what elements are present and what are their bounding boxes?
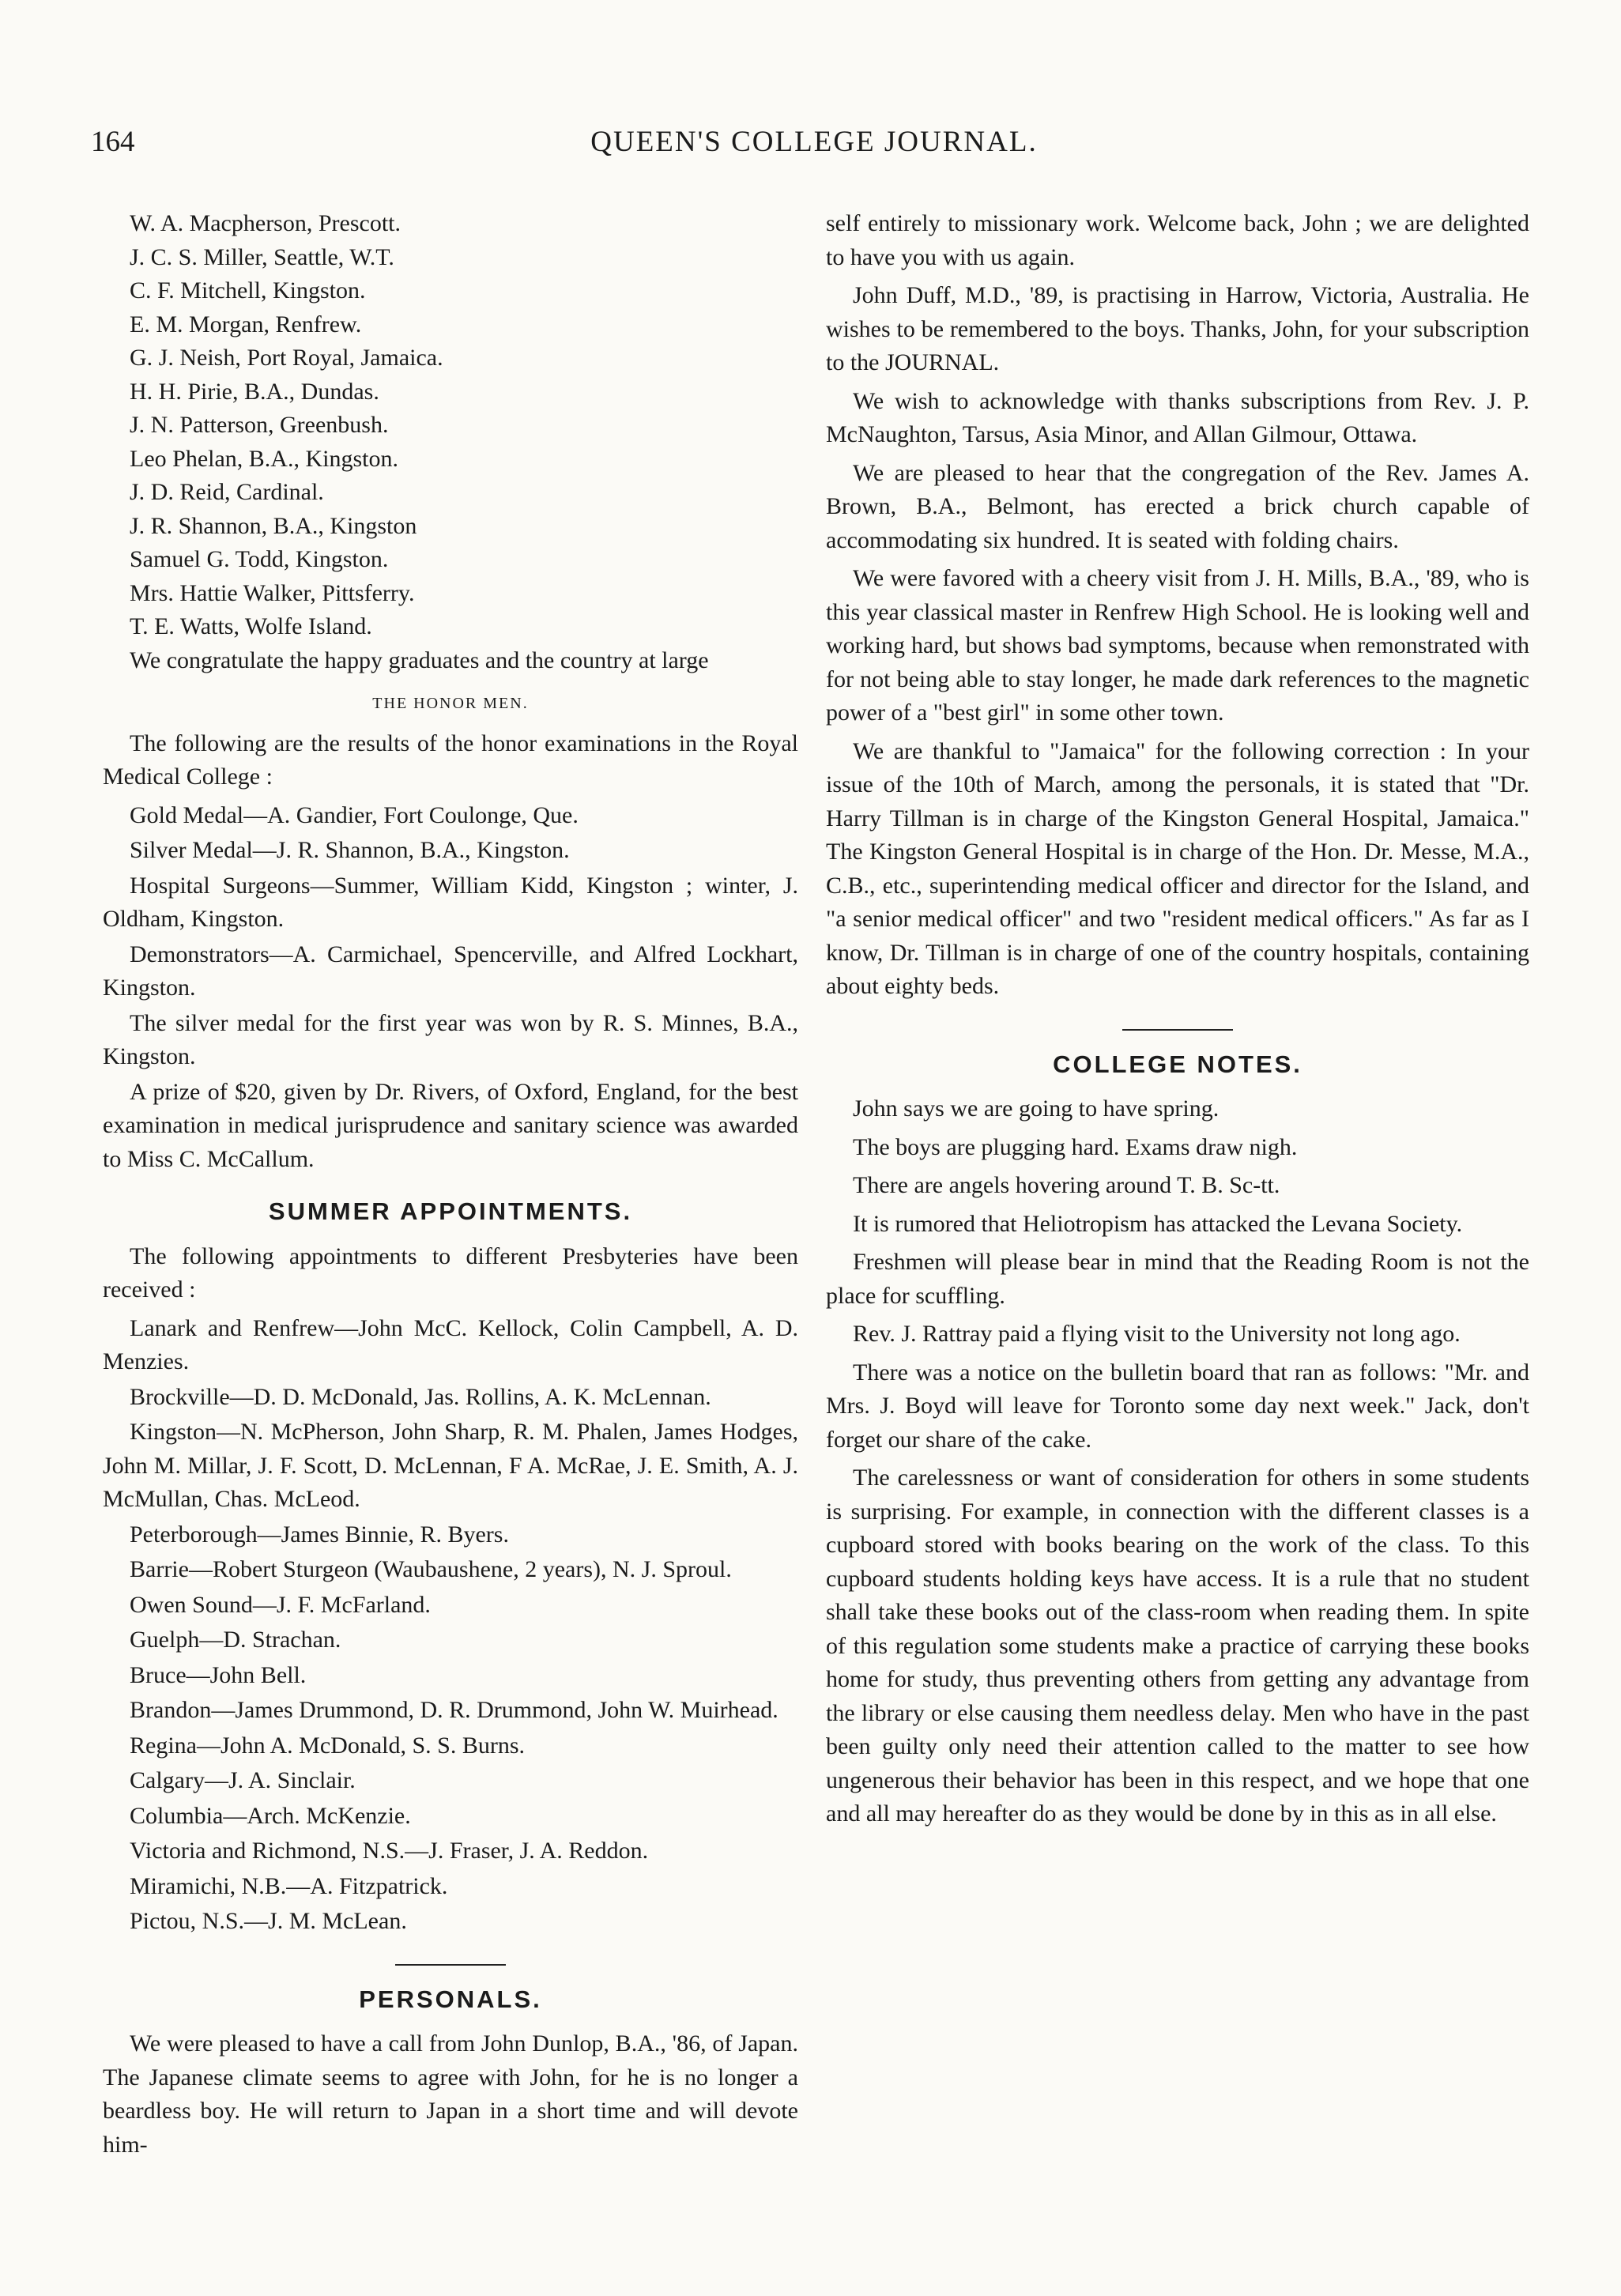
- appointment-item: Brandon—James Drummond, D. R. Drummond, John W. Muirhead.: [130, 1697, 778, 1723]
- appointment-item: Miramichi, N.B.—A. Fitzpatrick.: [130, 1872, 448, 1899]
- appointment-item: Victoria and Richmond, N.S.—J. Fraser, J. A. Reddon.: [130, 1838, 649, 1864]
- graduate-entry: J. R. Shannon, B.A., Kingston: [130, 512, 417, 539]
- graduates-list: [103, 207, 798, 644]
- appointment-item: Barrie—Robert Sturgeon (Waubaushene, 2 years), N. J. Sproul.: [130, 1556, 732, 1582]
- appointment-item: Regina—John A. McDonald, S. S. Burns.: [130, 1732, 526, 1759]
- section-divider: [1122, 1029, 1233, 1031]
- graduate-entry: J. C. S. Miller, Seattle, W.T.: [130, 243, 394, 270]
- appointment-item: Peterborough—James Binnie, R. Byers.: [130, 1521, 509, 1548]
- page-header: [91, 125, 1537, 172]
- summer-appointments-heading: SUMMER APPOINTMENTS.: [268, 1197, 633, 1225]
- personals-paragraph: We were favored with a cheery visit from J. H. Mills, B.A., '89, who is this year classical master in Renfrew High School. He is looking well and working hard, but shows bad symptoms, because when remonstrated with for not being able to stay longer, he made dark references to the magnetic power of a "best girl" in some other town.: [826, 565, 1529, 726]
- college-note: Rev. J. Rattray paid a flying visit to the University not long ago.: [853, 1321, 1461, 1347]
- college-note: The carelessness or want of consideration for others in some students is surprising. For example, in connection with the different classes is a cupboard stored with books bearing on the work of the class. To this cupboard students holding keys have access. It is a rule that no student shall take these books out of the class-room when reading them. In spite of this regulation some students make a practice of carrying these books home for study, thus preventing others from getting any advantage from the library or else causing them needless delay. Men who have in the past been guilty only need their attention called to the matter to see how ungenerous their behavior has been in this respect, and we hope that one and all may hereafter do as they would be done by in this as in all else.: [826, 1465, 1529, 1827]
- summer-intro-paragraph: The following appointments to different Presbyteries have been received :: [103, 1242, 798, 1303]
- graduate-entry: T. E. Watts, Wolfe Island.: [130, 613, 372, 639]
- personals-paragraph: We are thankful to "Jamaica" for the following correction : In your issue of the 10th of March, among the personals, it is stated that "Dr. Harry Tillman is in charge of the Kingston General Hospital, Jamaica." The Kingston General Hospital is in charge of the Hon. Dr. Messe, M.A., C.B., etc., superintending medical officer and director for the Island, and "a senior medical officer" and two "resident medical officers." As far as I know, Dr. Tillman is in charge of one of the country hospitals, containing about eighty beds.: [826, 737, 1529, 999]
- appointment-item: Owen Sound—J. F. McFarland.: [130, 1591, 431, 1618]
- college-note: It is rumored that Heliotropism has attacked the Levana Society.: [853, 1210, 1463, 1237]
- honor-intro-paragraph: The following are the results of the honor examinations in the Royal Medical College :: [103, 730, 798, 790]
- college-note: The boys are plugging hard. Exams draw nigh.: [853, 1133, 1298, 1160]
- graduate-entry: Samuel G. Todd, Kingston.: [130, 546, 389, 572]
- appointment-item: Kingston—N. McPherson, John Sharp, R. M. Phalen, James Hodges, John M. Millar, J. F. Scott, D. McLennan, F A. McRae, J. E. Smith, A. J. McMullan, Chas. McLeod.: [103, 1419, 798, 1512]
- personals-paragraph: We were pleased to have a call from John Dunlop, B.A., '86, of Japan. The Japanese climate seems to agree with John, for he is no longer a beardless boy. He will return to Japan in a short time and will devote him-: [103, 2030, 798, 2158]
- honor-men-heading: THE HONOR MEN.: [372, 695, 529, 712]
- personals-heading: PERSONALS.: [359, 1985, 542, 2013]
- graduate-entry: H. H. Pirie, B.A., Dundas.: [130, 378, 379, 405]
- right-column: [826, 207, 1529, 1836]
- college-note: There was a notice on the bulletin board that ran as follows: "Mr. and Mrs. J. Boyd will leave for Toronto some day next week." Jack, don't forget our share of the cake.: [826, 1359, 1529, 1453]
- graduate-entry: J. N. Patterson, Greenbush.: [130, 412, 389, 438]
- personals-paragraph: John Duff, M.D., '89, is practising in Harrow, Victoria, Australia. He wishes to be remembered to the boys. Thanks, John, for your subscription to the JOURNAL.: [826, 282, 1529, 375]
- appointment-item: Bruce—John Bell.: [130, 1661, 307, 1688]
- honor-item: Silver Medal—J. R. Shannon, B.A., Kingston.: [130, 837, 570, 863]
- graduate-entry: C. F. Mitchell, Kingston.: [130, 277, 366, 303]
- graduate-entry: E. M. Morgan, Renfrew.: [130, 311, 362, 337]
- appointment-item: Lanark and Renfrew—John McC. Kellock, Colin Campbell, A. D. Menzies.: [103, 1314, 798, 1374]
- college-notes-heading: COLLEGE NOTES.: [1053, 1050, 1302, 1078]
- personals-continued-paragraph: self entirely to missionary work. Welcome back, John ; we are delighted to have you with us again.: [826, 210, 1529, 270]
- college-note: John says we are going to have spring.: [853, 1095, 1220, 1122]
- honor-item: The silver medal for the first year was won by R. S. Minnes, B.A., Kingston.: [103, 1009, 798, 1069]
- graduate-entry: Leo Phelan, B.A., Kingston.: [130, 445, 398, 472]
- page-number: 164: [91, 126, 135, 158]
- appointment-item: Columbia—Arch. McKenzie.: [130, 1802, 411, 1829]
- honor-item: Hospital Surgeons—Summer, William Kidd, Kingston ; winter, J. Oldham, Kingston.: [103, 872, 798, 932]
- personals-paragraph: We are pleased to hear that the congregation of the Rev. James A. Brown, B.A., Belmont, has erected a brick church capable of accommodating six hundred. It is seated with folding chairs.: [826, 459, 1529, 553]
- graduate-entry: W. A. Macpherson, Prescott.: [130, 210, 401, 236]
- college-note: There are angels hovering around T. B. Sc-tt.: [853, 1172, 1280, 1198]
- appointment-item: Brockville—D. D. McDonald, Jas. Rollins, A. K. McLennan.: [130, 1383, 711, 1410]
- appointment-item: Calgary—J. A. Sinclair.: [130, 1767, 356, 1793]
- honor-item: Gold Medal—A. Gandier, Fort Coulonge, Que.: [130, 801, 579, 828]
- graduate-entry: Mrs. Hattie Walker, Pittsferry.: [130, 579, 415, 606]
- section-divider: [395, 1964, 506, 1966]
- college-note: Freshmen will please bear in mind that the Reading Room is not the place for scuffling.: [826, 1249, 1529, 1309]
- left-column: [103, 207, 798, 2166]
- appointment-item: Pictou, N.S.—J. M. McLean.: [130, 1908, 407, 1934]
- congratulations-paragraph: We congratulate the happy graduates and the country at large: [130, 647, 709, 673]
- appointment-item: Guelph—D. Strachan.: [130, 1627, 341, 1653]
- personals-paragraph: We wish to acknowledge with thanks subscriptions from Rev. J. P. McNaughton, Tarsus, Asia Minor, and Allan Gilmour, Ottawa.: [826, 387, 1529, 447]
- graduate-entry: J. D. Reid, Cardinal.: [130, 479, 324, 505]
- graduate-entry: G. J. Neish, Port Royal, Jamaica.: [130, 345, 443, 371]
- running-title: QUEEN'S COLLEGE JOURNAL.: [590, 126, 1038, 158]
- honor-item: Demonstrators—A. Carmichael, Spencerville, and Alfred Lockhart, Kingston.: [103, 941, 798, 1001]
- honor-item: A prize of $20, given by Dr. Rivers, of Oxford, England, for the best examination in medical jurisprudence and sanitary science was awarded to Miss C. McCallum.: [103, 1078, 798, 1172]
